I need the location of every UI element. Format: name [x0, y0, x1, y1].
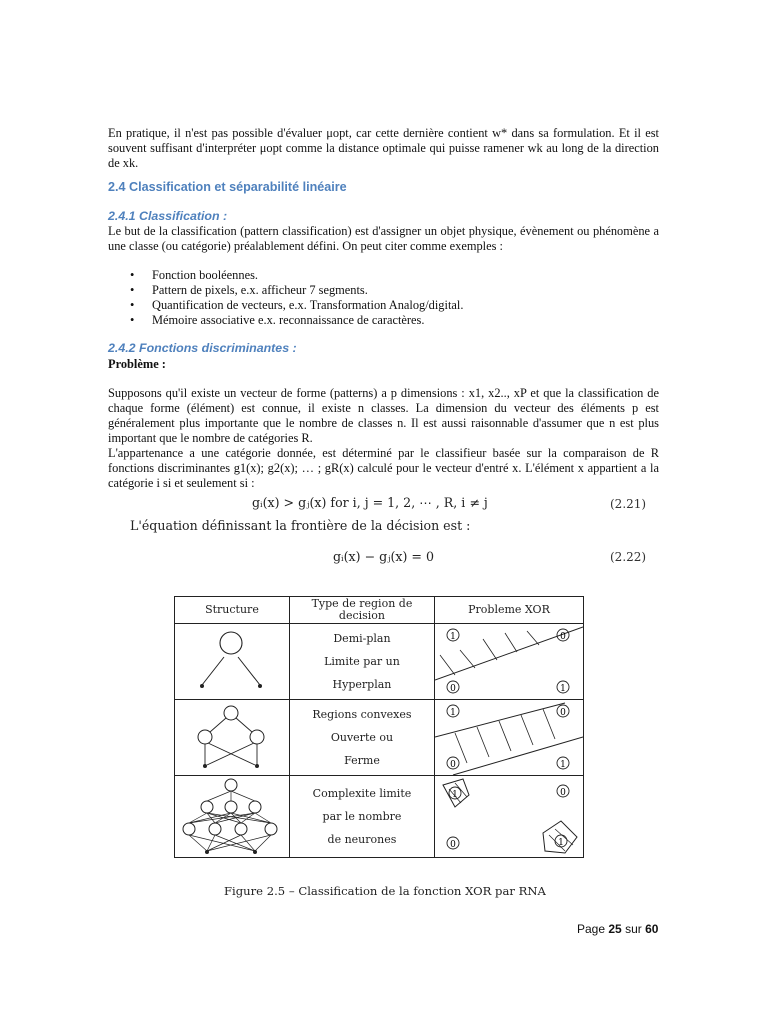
- equation-2-21-number: (2.21): [610, 497, 647, 511]
- svg-text:1: 1: [450, 707, 456, 718]
- classification-paragraph: Le but de la classification (pattern classification) est d'assigner un objet physique, évènement ou phénomène a une classe (ou catégorie) préalablement défini. On peut citer comme exemples :: [108, 224, 659, 253]
- svg-text:1: 1: [558, 837, 564, 848]
- region-type-cell: Regions convexes Ouverte ou Ferme: [289, 700, 434, 776]
- list-item: • Mémoire associative e.x. reconnaissance de caractères.: [108, 313, 463, 328]
- patterns-paragraph: Supposons qu'il existe un vecteur de forme (patterns) a p dimensions : x1, x2.., xP et que la classification de chaque forme (élément) est connue, il existe n classes. La dimension du vecteur des éléments p est généralement plus importante que le nombre de classes n. Il est aussi raisonnable d'assumer que n est plus important que le nombre de catégories R.: [108, 386, 659, 445]
- examples-list: [108, 268, 463, 328]
- xor-convex-region: [435, 700, 584, 776]
- region-type-cell: Complexite limite par le nombre de neurones: [289, 776, 434, 858]
- single-layer-diagram: [175, 625, 287, 699]
- structure-three-layer: [175, 776, 290, 858]
- discriminant-paragraph: L'appartenance a une catégorie donnée, est déterminé par le classifieur basée sur la comparaison de R fonctions discriminantes g1(x); g2(x); … ; gR(x) calculé pour le vecteur d'entré x. L'élément x appartient a la catégorie i si et seulement si :: [108, 446, 659, 490]
- xor-figure-table: [174, 596, 584, 858]
- svg-text:0: 0: [560, 707, 566, 718]
- figure-caption: Figure 2.5 – Classification de la fonction XOR par RNA: [224, 884, 546, 898]
- header-structure: Structure: [175, 597, 290, 624]
- equation-2-21: gᵢ(x) > gⱼ(x) for i, j = 1, 2, ⋯ , R, i ≠ j: [252, 495, 488, 510]
- equation-2-22-number: (2.22): [610, 550, 647, 564]
- page-number: Page 25 sur 60: [577, 922, 659, 936]
- svg-text:1: 1: [560, 683, 566, 694]
- header-region-type: Type de region de decision: [289, 597, 434, 624]
- list-item: • Pattern de pixels, e.x. afficheur 7 segments.: [108, 283, 463, 298]
- structure-single-layer: [175, 624, 290, 700]
- svg-text:0: 0: [560, 787, 566, 798]
- list-item: • Fonction booléennes.: [108, 268, 463, 283]
- section-2-4-2-heading: 2.4.2 Fonctions discriminantes :: [108, 341, 297, 355]
- svg-text:0: 0: [450, 683, 456, 694]
- intro-paragraph: En pratique, il n'est pas possible d'évaluer μopt, car cette dernière contient w* dans sa formulation. Et il est souvent suffisant d'interpréter μopt comme la distance optimale qui puisse ramener wk au long de la direction de xk.: [108, 126, 659, 170]
- svg-text:0: 0: [560, 631, 566, 642]
- svg-text:1: 1: [452, 789, 458, 800]
- xor-arbitrary-region: [435, 776, 584, 858]
- region-type-cell: Demi-plan Limite par un Hyperplan: [289, 624, 434, 700]
- list-item: • Quantification de vecteurs, e.x. Transformation Analog/digital.: [108, 298, 463, 313]
- section-2-4-1-heading: 2.4.1 Classification :: [108, 209, 228, 223]
- structure-two-layer: [175, 700, 290, 776]
- section-2-4-heading: 2.4 Classification et séparabilité linéaire: [108, 180, 347, 194]
- equation-2-22: gᵢ(x) − gⱼ(x) = 0: [333, 549, 434, 564]
- svg-text:0: 0: [450, 839, 456, 850]
- two-layer-diagram: [175, 701, 287, 775]
- svg-text:1: 1: [450, 631, 456, 642]
- xor-half-plane: [435, 624, 584, 700]
- three-layer-diagram: [175, 777, 287, 857]
- problem-label: Problème :: [108, 357, 166, 371]
- svg-text:0: 0: [450, 759, 456, 770]
- header-xor: Probleme XOR: [435, 597, 584, 624]
- svg-text:1: 1: [560, 759, 566, 770]
- decision-boundary-text: L'équation définissant la frontière de la décision est :: [130, 518, 471, 533]
